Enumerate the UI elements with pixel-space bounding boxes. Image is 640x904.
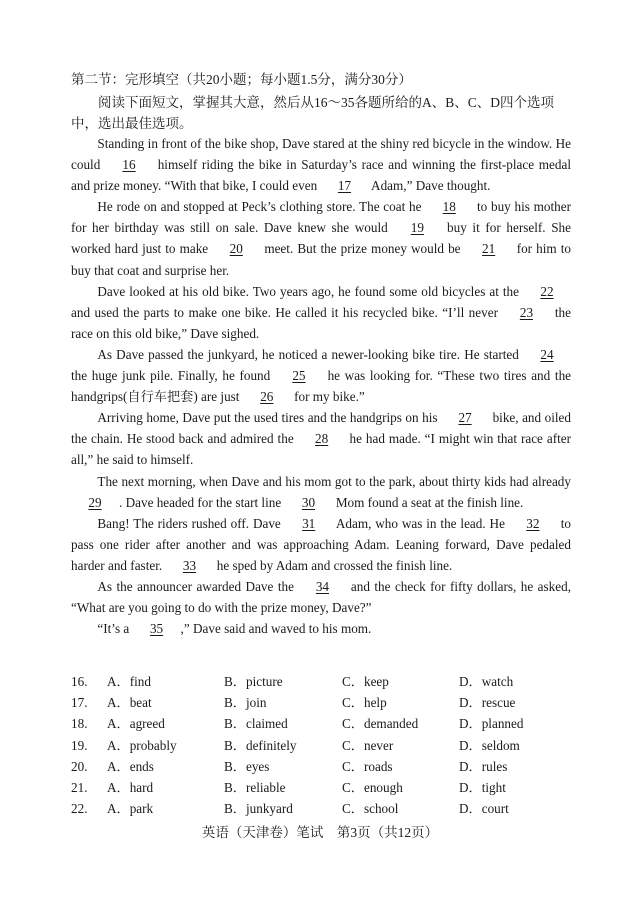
blank-35: 35	[149, 621, 164, 637]
passage-text: to pass one rider after another and was approaching Adam. Leaning forward, Dave pedaled harder and faster.	[71, 515, 571, 573]
passage-text: As the announcer awarded Dave the	[97, 578, 294, 594]
option-b: B．junkyard	[224, 801, 293, 817]
question-number: 17.	[71, 695, 88, 711]
passage-text: meet. But the prize money would be	[264, 241, 461, 257]
paragraph-9	[71, 618, 571, 639]
blank-19: 19	[410, 220, 424, 236]
blank-34: 34	[315, 578, 330, 594]
passage-text: himself riding the bike in Saturday’s race and winning the first-place medal and prize money. “With that bike, I could even	[71, 157, 572, 194]
question-number: 16.	[71, 674, 88, 689]
option-d: D．rescue	[459, 695, 516, 711]
passage-text: to buy his mother for her birthday was still on sale. Dave knew she would	[71, 199, 571, 236]
paragraph-7	[71, 513, 571, 576]
option-a: A．park	[107, 801, 154, 817]
option-row	[71, 777, 591, 798]
question-number: 19.	[71, 737, 88, 753]
section-title: 第二节：完形填空（共20小题；每小题1.5分，满分30分）	[71, 72, 412, 87]
passage-text: and the check for fifty dollars, he asked, “What are you going to do with the prize money, Dave?”	[71, 578, 572, 616]
passage-text: Adam, who was in the lead. He	[335, 515, 505, 531]
option-c: C．enough	[342, 779, 403, 795]
blank-18: 18	[442, 199, 456, 215]
blank-29: 29	[88, 494, 102, 510]
option-d: D．seldom	[459, 737, 520, 753]
blank-24: 24	[540, 346, 554, 362]
passage-text: ,” Dave said and waved to his mom.	[180, 621, 372, 637]
passage-text: Standing in front of the bike shop, Dave stared at the shiny red bicycle in the window. He could	[71, 136, 571, 173]
passage-text: bike, and oiled the chain. He stood back and admired the	[71, 410, 572, 447]
blank-30: 30	[301, 494, 316, 510]
option-row	[71, 756, 591, 777]
page-footer: 英语（天津卷）笔试 第3页（共12页）	[201, 825, 439, 840]
question-number: 20.	[71, 758, 88, 774]
option-a: A．probably	[107, 737, 177, 753]
blank-26: 26	[260, 389, 274, 405]
passage-text: and used the parts to make one bike. He called it his recycled bike. “I’ll never	[71, 304, 498, 320]
option-a: A．agreed	[107, 716, 165, 732]
blank-23: 23	[519, 304, 534, 320]
paragraph-2	[71, 196, 571, 280]
passage-text: he was looking for. “These two tires and the handgrips(自行车把套) are just	[71, 368, 572, 405]
blank-20: 20	[229, 241, 243, 257]
paragraph-8	[71, 576, 571, 618]
paragraph-6	[71, 471, 571, 513]
instruction-text: 阅读下面短文，掌握其大意，然后从16～35各题所给的A、B、C、D四个选项中，选出最佳选项。	[71, 95, 555, 131]
option-b: B．reliable	[224, 779, 286, 795]
option-d: D．court	[459, 801, 509, 817]
passage-text: the race on this old bike,” Dave sighed.	[71, 304, 572, 341]
passage-text: Adam,” Dave thought.	[371, 178, 491, 194]
passage-text: the huge junk pile. Finally, he found	[71, 368, 271, 384]
option-row	[71, 671, 591, 692]
option-row	[71, 798, 591, 819]
blank-16: 16	[122, 157, 136, 173]
passage-text: for him to buy that coat and surprise her.	[71, 241, 571, 278]
paragraph-5	[71, 407, 571, 470]
passage-text: . Dave headed for the start line	[119, 494, 282, 510]
option-a: A．hard	[107, 779, 154, 795]
passage-text: Bang! The riders rushed off. Dave	[97, 515, 281, 531]
passage-text: he had made. “I might win that race after all,” he said to himself.	[71, 431, 571, 468]
option-a: A．find	[107, 674, 151, 689]
option-c: C．roads	[342, 758, 393, 774]
option-c: C．demanded	[342, 716, 419, 732]
option-row	[71, 735, 591, 756]
option-b: B．picture	[224, 674, 283, 689]
option-b: B．join	[224, 695, 267, 711]
answer-options	[71, 671, 591, 819]
cloze-passage	[71, 133, 571, 639]
option-a: A．beat	[107, 695, 152, 711]
option-d: D．tight	[459, 779, 506, 795]
blank-25: 25	[292, 368, 306, 384]
blank-21: 21	[482, 241, 496, 257]
passage-text: Arriving home, Dave put the used tires and the handgrips on his	[97, 410, 438, 426]
question-number: 22.	[71, 801, 88, 817]
option-d: D．watch	[459, 674, 514, 689]
option-c: C．school	[342, 801, 399, 817]
passage-text: He rode on and stopped at Peck’s clothing store. The coat he	[97, 199, 422, 215]
option-b: B．eyes	[224, 758, 270, 774]
blank-32: 32	[526, 515, 540, 531]
option-c: C．keep	[342, 674, 389, 689]
option-row	[71, 692, 591, 713]
paragraph-1	[71, 133, 571, 196]
passage-text: Mom found a seat at the finish line.	[335, 494, 524, 510]
option-d: D．rules	[459, 758, 508, 774]
passage-text: “It’s a	[97, 621, 130, 637]
option-c: C．help	[342, 695, 387, 711]
option-row	[71, 713, 591, 734]
question-number: 18.	[71, 716, 88, 732]
passage-text: As Dave passed the junkyard, he noticed a newer-looking bike tire. He started	[97, 346, 519, 362]
option-b: B．claimed	[224, 716, 288, 732]
blank-28: 28	[315, 431, 329, 447]
option-c: C．never	[342, 737, 394, 753]
option-a: A．ends	[107, 758, 154, 774]
blank-22: 22	[540, 283, 554, 299]
option-b: B．definitely	[224, 737, 297, 753]
question-number: 21.	[71, 779, 88, 795]
blank-17: 17	[337, 178, 352, 194]
passage-text: buy it for herself. She worked hard just to make	[71, 220, 571, 257]
paragraph-3	[71, 281, 571, 344]
blank-27: 27	[458, 410, 472, 426]
passage-text: Dave looked at his old bike. Two years ago, he found some old bicycles at the	[97, 283, 519, 299]
blank-31: 31	[302, 515, 316, 531]
passage-text: The next morning, when Dave and his mom got to the park, about thirty kids had already	[97, 473, 571, 489]
passage-text: for my bike.”	[294, 389, 365, 405]
paragraph-4	[71, 344, 571, 407]
passage-text: he sped by Adam and crossed the finish line.	[216, 557, 453, 573]
option-d: D．planned	[459, 716, 524, 732]
blank-33: 33	[182, 557, 197, 573]
